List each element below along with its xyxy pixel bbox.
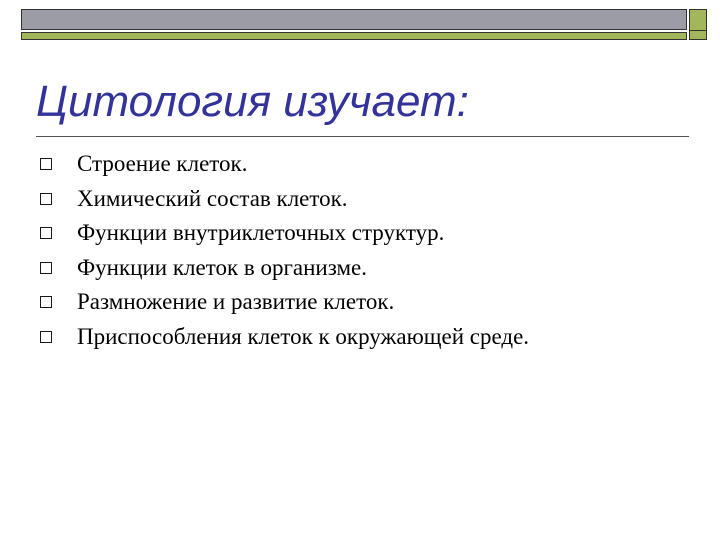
header-bar-gray [21, 9, 687, 30]
bullet-text: Функции внутриклеточных структур. [77, 220, 445, 246]
bullet-text: Функции клеток в организме. [77, 254, 368, 280]
hollow-square-icon [40, 193, 52, 205]
bullet-text: Размножение и развитие клеток. [77, 289, 395, 315]
corner-divider [690, 30, 706, 31]
title-underline [36, 136, 689, 137]
header-bar-green [21, 32, 687, 40]
list-item [40, 216, 529, 251]
hollow-square-icon [40, 296, 52, 308]
hollow-square-icon [40, 262, 52, 274]
hollow-square-icon [40, 227, 52, 239]
slide-title: Цитология изучает: [36, 77, 469, 126]
list-item [40, 251, 529, 286]
list-item [40, 182, 529, 217]
list-item [40, 285, 529, 320]
bullet-text: Химический состав клеток. [77, 185, 348, 211]
hollow-square-icon [40, 158, 52, 170]
list-item [40, 320, 529, 355]
bullet-text: Приспособления клеток к окружающей среде. [77, 323, 530, 349]
corner-decoration [689, 9, 707, 40]
bullet-text: Строение клеток. [77, 151, 248, 177]
hollow-square-icon [40, 331, 52, 343]
bullet-list [40, 147, 529, 354]
list-item [40, 147, 529, 182]
